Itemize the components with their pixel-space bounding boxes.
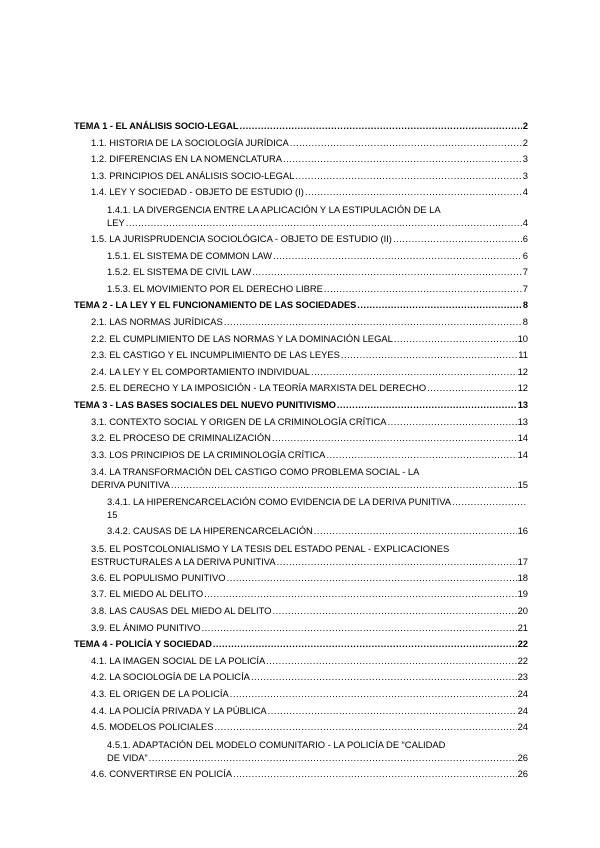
toc-entry-title: 4.3. EL ORIGEN DE LA POLICÍA xyxy=(91,688,229,700)
toc-entry-title: 2.4. LA LEY Y EL COMPORTAMIENTO INDIVIDUAL xyxy=(91,365,310,377)
toc-leader-dots xyxy=(324,281,522,298)
toc-entry-page: 14 xyxy=(517,432,528,444)
toc-entry-page: 3 xyxy=(522,153,528,165)
toc-leader-dots xyxy=(277,555,517,568)
toc-entry-page: 10 xyxy=(517,332,528,344)
toc-entry-title: 2.3. EL CASTIGO Y EL INCUMPLIMIENTO DE LAS LEYES xyxy=(91,349,340,361)
toc-entry-page: 12 xyxy=(517,382,528,394)
toc-entry-tema-1[interactable] xyxy=(74,118,528,135)
toc-entry-title: 4.5. MODELOS POLICIALES xyxy=(91,721,214,733)
toc-entry-title: 1.3. PRINCIPIOS DEL ANÁLISIS SOCIO-LEGAL xyxy=(91,169,295,181)
toc-entry-1-3[interactable] xyxy=(74,168,528,185)
toc-entry-title: 1.4. LEY Y SOCIEDAD - OBJETO DE ESTUDIO (I) xyxy=(91,186,304,198)
toc-entry-page: 12 xyxy=(517,365,528,377)
toc-entry-title: 2.5. EL DERECHO Y LA IMPOSICIÓN - LA TEORÍA MARXISTA DEL DERECHO xyxy=(91,382,427,394)
toc-leader-dots xyxy=(227,570,517,587)
toc-entry-page: 3 xyxy=(522,169,528,181)
toc-leader-dots xyxy=(213,636,517,653)
toc-entry-page: 24 xyxy=(517,721,528,733)
toc-entry-title: 1.2. DIFERENCIAS EN LA NOMENCLATURA xyxy=(91,153,283,165)
toc-leader-dots xyxy=(341,347,517,364)
toc-leader-dots xyxy=(290,135,522,152)
toc-entry-3-7[interactable] xyxy=(74,586,528,603)
toc-leader-dots xyxy=(149,751,517,764)
toc-entry-title-line-1: 3.4. LA TRANSFORMACIÓN DEL CASTIGO COMO PROBLEMA SOCIAL - LA xyxy=(91,466,420,478)
toc-entry-4-3[interactable] xyxy=(74,686,528,703)
toc-leader-dots xyxy=(337,397,517,414)
toc-entry-3-4-1[interactable] xyxy=(74,493,528,523)
toc-entry-3-4-2[interactable] xyxy=(74,523,528,540)
toc-entry-title-line-2: DERIVA PUNITIVA xyxy=(91,479,170,491)
toc-entry-4-1[interactable] xyxy=(74,653,528,670)
toc-entry-1-4-1[interactable] xyxy=(74,201,528,231)
toc-entry-page: 7 xyxy=(522,282,528,294)
toc-leader-dots xyxy=(266,653,516,670)
toc-entry-tema-3[interactable] xyxy=(74,397,528,414)
toc-leader-dots xyxy=(283,151,522,168)
toc-leader-dots xyxy=(214,719,516,736)
toc-leader-dots xyxy=(233,766,517,783)
toc-leader-dots xyxy=(272,430,517,447)
toc-entry-page: 14 xyxy=(517,448,528,460)
toc-entry-1-5[interactable] xyxy=(74,231,528,248)
toc-entry-page: 15 xyxy=(107,509,118,521)
toc-entry-tema-4[interactable] xyxy=(74,636,528,653)
toc-entry-title: TEMA 4 - POLICÍA Y SOCIEDAD xyxy=(74,639,212,650)
toc-leader-dots xyxy=(394,331,517,348)
toc-leader-dots xyxy=(240,118,522,135)
toc-leader-dots xyxy=(326,447,516,464)
toc-entry-title-line-2: ESTRUCTURALES A LA DERIVA PUNITIVA xyxy=(91,555,276,567)
toc-entry-page: 16 xyxy=(517,525,528,537)
toc-entry-title: 3.1. CONTEXTO SOCIAL Y ORIGEN DE LA CRIMINOLOGÍA CRÍTICA xyxy=(91,415,387,427)
toc-entry-3-6[interactable] xyxy=(74,570,528,587)
toc-entry-page: 7 xyxy=(522,266,528,278)
toc-leader-dots xyxy=(202,620,517,637)
toc-entry-title-line-1: 4.5.1. ADAPTACIÓN DEL MODELO COMUNITARIO - LA POLICÍA DE “CALIDAD xyxy=(107,738,446,750)
toc-leader-dots xyxy=(126,216,522,229)
toc-leader-dots xyxy=(224,314,522,331)
toc-entry-page: 2 xyxy=(522,121,528,131)
toc-entry-page: 18 xyxy=(517,571,528,583)
toc-entry-page: 24 xyxy=(517,688,528,700)
toc-entry-title: 1.1. HISTORIA DE LA SOCIOLOGÍA JURÍDICA xyxy=(91,136,289,148)
toc-leader-dots xyxy=(272,603,516,620)
toc-entry-4-5-1[interactable] xyxy=(74,736,528,766)
toc-entry-page: 24 xyxy=(517,704,528,716)
toc-leader-dots xyxy=(357,297,522,314)
toc-entry-tema-2[interactable] xyxy=(74,297,528,314)
toc-entry-title: TEMA 2 - LA LEY Y EL FUNCIONAMIENTO DE LAS SOCIEDADES xyxy=(74,300,357,311)
toc-entry-1-5-1[interactable] xyxy=(74,248,528,265)
toc-entry-4-2[interactable] xyxy=(74,669,528,686)
toc-leader-dots xyxy=(273,248,522,265)
toc-entry-3-3[interactable] xyxy=(74,447,528,464)
toc-entry-2-4[interactable] xyxy=(74,364,528,381)
toc-leader-dots xyxy=(452,495,527,508)
toc-leader-dots xyxy=(295,168,521,185)
table-of-contents xyxy=(74,118,528,782)
toc-entry-page: 6 xyxy=(522,249,528,261)
toc-entry-title: 3.4.2. CAUSAS DE LA HIPERENCARCELACIÓN xyxy=(107,525,313,537)
toc-entry-title: 3.6. EL POPULISMO PUNITIVO xyxy=(91,571,226,583)
toc-entry-title: 4.2. LA SOCIOLOGÍA DE LA POLICÍA xyxy=(91,671,250,683)
toc-entry-title: 3.8. LAS CAUSAS DEL MIEDO AL DELITO xyxy=(91,605,272,617)
toc-entry-page: 6 xyxy=(522,232,528,244)
toc-entry-title: 2.2. EL CUMPLIMIENTO DE LAS NORMAS Y LA DOMINACIÓN LEGAL xyxy=(91,332,393,344)
toc-leader-dots xyxy=(252,264,521,281)
toc-entry-title: 1.5. LA JURISPRUDENCIA SOCIOLÓGICA - OBJETO DE ESTUDIO (II) xyxy=(91,232,392,244)
toc-leader-dots xyxy=(393,231,522,248)
toc-entry-title: TEMA 3 - LAS BASES SOCIALES DEL NUEVO PUNITIVISMO xyxy=(74,399,336,410)
toc-entry-title: 3.2. EL PROCESO DE CRIMINALIZACIÓN xyxy=(91,432,271,444)
toc-leader-dots xyxy=(388,414,517,431)
toc-entry-4-5[interactable] xyxy=(74,719,528,736)
toc-entry-1-2[interactable] xyxy=(74,151,528,168)
toc-entry-title: 3.9. EL ÁNIMO PUNITIVO xyxy=(91,621,201,633)
toc-entry-3-1[interactable] xyxy=(74,414,528,431)
toc-leader-dots xyxy=(171,478,517,491)
toc-entry-title: TEMA 1 - EL ANÁLISIS SOCIO-LEGAL xyxy=(74,121,239,131)
toc-entry-3-4[interactable] xyxy=(74,463,528,493)
toc-entry-title: 3.3. LOS PRINCIPIOS DE LA CRIMINOLOGÍA CRÍTICA xyxy=(91,448,326,460)
toc-entry-page: 17 xyxy=(517,555,528,567)
toc-entry-2-3[interactable] xyxy=(74,347,528,364)
toc-leader-dots xyxy=(268,703,517,720)
toc-entry-title-line-2: DE VIDA” xyxy=(107,751,148,763)
toc-entry-1-1[interactable] xyxy=(74,135,528,152)
toc-entry-page: 21 xyxy=(517,621,528,633)
toc-entry-title: 1.5.2. EL SISTEMA DE CIVIL LAW xyxy=(107,266,252,278)
toc-entry-page: 15 xyxy=(517,479,528,491)
toc-entry-1-4[interactable] xyxy=(74,184,528,201)
toc-leader-dots xyxy=(230,686,517,703)
toc-entry-title: 2.1. LAS NORMAS JURÍDICAS xyxy=(91,315,223,327)
toc-entry-4-4[interactable] xyxy=(74,703,528,720)
toc-leader-dots xyxy=(314,523,517,540)
toc-entry-page: 13 xyxy=(517,399,528,410)
toc-entry-title-line-1: 3.5. EL POSTCOLONIALISMO Y LA TESIS DEL ESTADO PENAL - EXPLICACIONES xyxy=(91,542,450,554)
toc-entry-page: 19 xyxy=(517,588,528,600)
toc-entry-page: 23 xyxy=(517,671,528,683)
toc-entry-title: 4.4. LA POLICÍA PRIVADA Y LA PÚBLICA xyxy=(91,704,267,716)
toc-entry-page: 22 xyxy=(517,639,528,650)
toc-entry-1-5-3[interactable] xyxy=(74,281,528,298)
toc-entry-page: 2 xyxy=(522,136,528,148)
toc-entry-title: 1.5.1. EL SISTEMA DE COMMON LAW xyxy=(107,249,272,261)
toc-entry-page: 8 xyxy=(522,315,528,327)
toc-entry-title-line-2: LEY xyxy=(107,216,125,228)
toc-entry-page: 4 xyxy=(522,186,528,198)
toc-entry-title: 4.6. CONVERTIRSE EN POLICÍA xyxy=(91,767,233,779)
toc-entry-page: 4 xyxy=(522,216,528,228)
toc-entry-title-line-1: 1.4.1. LA DIVERGENCIA ENTRE LA APLICACIÓN Y LA ESTIPULACIÓN DE LA xyxy=(107,203,441,215)
toc-entry-page: 20 xyxy=(517,605,528,617)
toc-entry-3-2[interactable] xyxy=(74,430,528,447)
toc-leader-dots xyxy=(251,669,517,686)
toc-leader-dots xyxy=(204,586,516,603)
toc-leader-dots xyxy=(311,364,517,381)
toc-entry-page: 26 xyxy=(517,751,528,763)
toc-entry-page: 11 xyxy=(518,349,528,361)
toc-entry-title-line-1: 3.4.1. LA HIPERENCARCELACIÓN COMO EVIDENCIA DE LA DERIVA PUNITIVA xyxy=(107,496,452,508)
toc-entry-1-5-2[interactable] xyxy=(74,264,528,281)
toc-leader-dots xyxy=(305,184,522,201)
toc-entry-2-1[interactable] xyxy=(74,314,528,331)
toc-entry-page: 8 xyxy=(522,300,528,311)
toc-entry-page: 22 xyxy=(517,654,528,666)
toc-entry-2-2[interactable] xyxy=(74,331,528,348)
toc-entry-3-8[interactable] xyxy=(74,603,528,620)
toc-entry-title: 1.5.3. EL MOVIMIENTO POR EL DERECHO LIBRE xyxy=(107,282,323,294)
toc-entry-2-5[interactable] xyxy=(74,380,528,397)
toc-entry-title: 4.1. LA IMAGEN SOCIAL DE LA POLICÍA xyxy=(91,654,266,666)
toc-entry-title: 3.7. EL MIEDO AL DELITO xyxy=(91,588,204,600)
toc-leader-dots xyxy=(427,380,516,397)
toc-entry-page: 26 xyxy=(517,767,528,779)
toc-entry-4-6[interactable] xyxy=(74,766,528,783)
toc-entry-page: 13 xyxy=(517,415,528,427)
toc-entry-3-5[interactable] xyxy=(74,540,528,570)
toc-entry-3-9[interactable] xyxy=(74,620,528,637)
